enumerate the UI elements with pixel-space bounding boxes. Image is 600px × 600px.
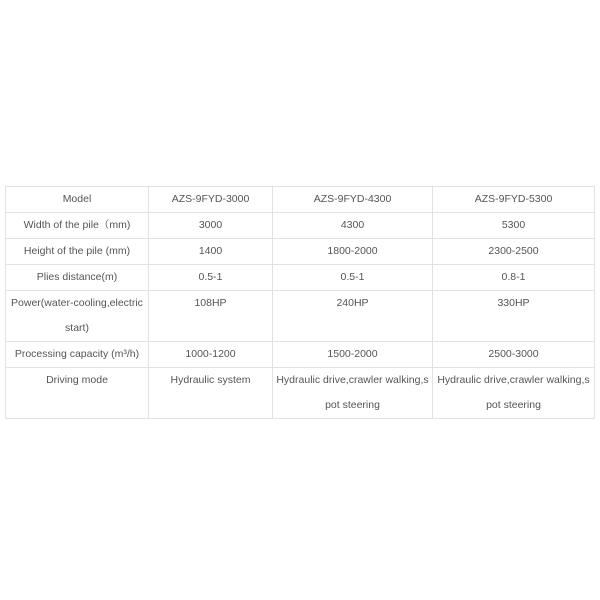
cell-value: Hydraulic drive,crawler walking,spot steering (273, 368, 433, 419)
table-row-plies-distance (6, 265, 595, 291)
table-row-processing-capacity (6, 342, 595, 368)
row-label: Power(water-cooling,electric start) (6, 291, 149, 342)
cell-value: 1400 (149, 239, 273, 265)
cell-value: 3000 (149, 213, 273, 239)
cell-value: 0.8-1 (433, 265, 595, 291)
cell-value: 1800-2000 (273, 239, 433, 265)
cell-value: 0.5-1 (149, 265, 273, 291)
cell-value: 108HP (149, 291, 273, 342)
row-label: Height of the pile (mm) (6, 239, 149, 265)
table-row-driving-mode (6, 368, 595, 419)
table-header-row (6, 187, 595, 213)
cell-value: 330HP (433, 291, 595, 342)
cell-value: Hydraulic drive,crawler walking,spot steering (433, 368, 595, 419)
cell-value: 2500-3000 (433, 342, 595, 368)
spec-table (5, 186, 595, 419)
row-label: Driving mode (6, 368, 149, 419)
table-row-power (6, 291, 595, 342)
cell-value: Hydraulic system (149, 368, 273, 419)
row-label: Plies distance(m) (6, 265, 149, 291)
cell-value: 240HP (273, 291, 433, 342)
cell-value: 4300 (273, 213, 433, 239)
header-model-2: AZS-9FYD-4300 (273, 187, 433, 213)
table-row-width (6, 213, 595, 239)
header-model-3: AZS-9FYD-5300 (433, 187, 595, 213)
cell-value: 2300-2500 (433, 239, 595, 265)
cell-value: 1000-1200 (149, 342, 273, 368)
cell-value: 1500-2000 (273, 342, 433, 368)
table-row-height (6, 239, 595, 265)
row-label: Processing capacity (m³/h) (6, 342, 149, 368)
cell-value: 0.5-1 (273, 265, 433, 291)
cell-value: 5300 (433, 213, 595, 239)
header-model-1: AZS-9FYD-3000 (149, 187, 273, 213)
row-label: Width of the pile（mm) (6, 213, 149, 239)
header-model-label: Model (6, 187, 149, 213)
